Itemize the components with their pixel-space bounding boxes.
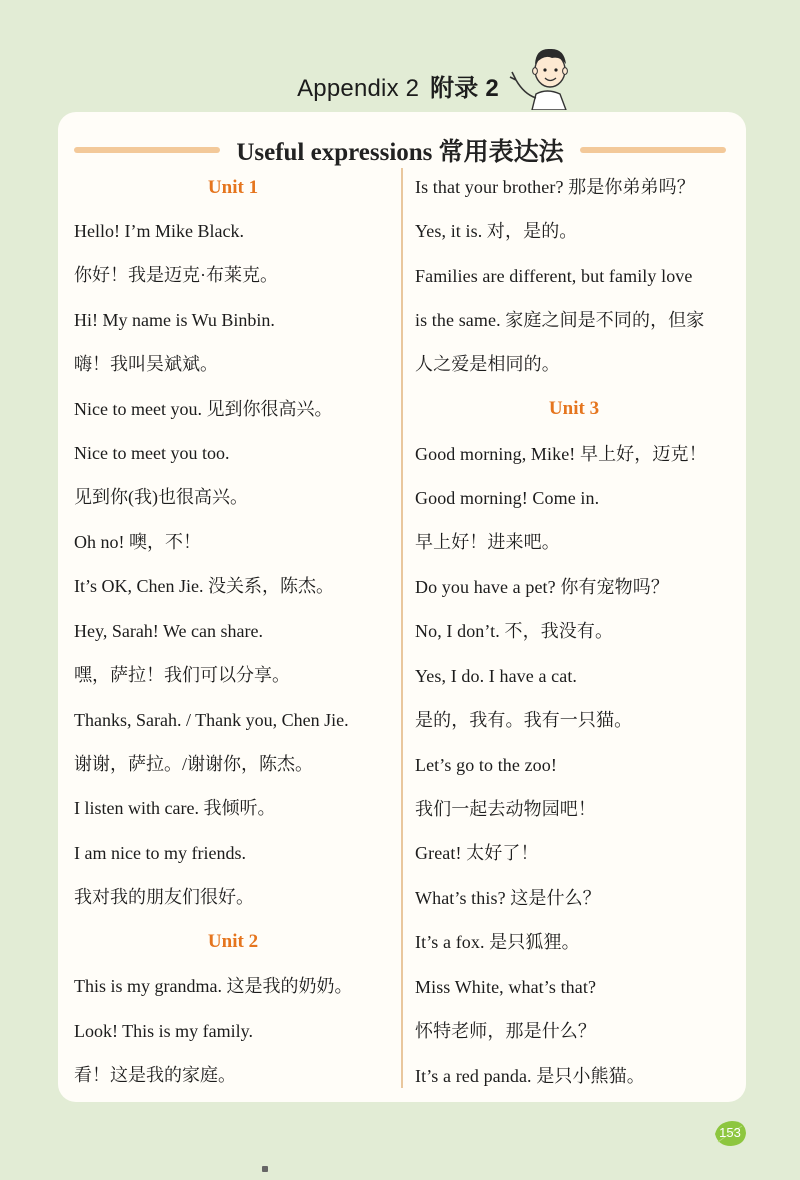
expression-line: Do you have a pet? 你有宠物吗？ (415, 577, 669, 597)
page-number-badge (712, 1118, 748, 1148)
expression-line: Good morning! Come in. (415, 488, 600, 508)
expression-line: Hi! My name is Wu Binbin. (74, 310, 275, 330)
expression-line: Yes, I do. I have a cat. (415, 666, 578, 686)
expression-line: 人之爱是相同的。 (415, 354, 560, 374)
expression-line: Let’s go to the zoo! (415, 755, 557, 775)
expression-line: It’s a fox. 是只狐狸。 (415, 932, 580, 952)
title-accent-line-right (580, 147, 726, 153)
unit-heading-1: Unit 1 (207, 177, 259, 198)
unit-heading-2: Unit 2 (207, 931, 259, 952)
expression-line: Families are different, but family love (415, 266, 693, 286)
expression-line: Oh no! 噢，不！ (74, 532, 201, 552)
expression-line: It’s a red panda. 是只小熊猫。 (415, 1066, 645, 1086)
expression-line: This is my grandma. 这是我的奶奶。 (74, 976, 353, 996)
expression-line: 看！这是我的家庭。 (74, 1065, 236, 1085)
page-number: 153 (719, 1125, 741, 1140)
expression-line: I am nice to my friends. (74, 843, 246, 863)
expression-line: 见到你(我)也很高兴。 (74, 487, 248, 507)
expression-line: 谢谢，萨拉。/谢谢你，陈杰。 (74, 754, 313, 774)
cartoon-boy-pointing-icon (506, 40, 588, 110)
appendix-header (0, 68, 800, 103)
expression-line: Great! 太好了！ (415, 843, 539, 863)
appendix-title-cn: 附录 2 (430, 75, 499, 102)
expression-line: Is that your brother? 那是你弟弟吗？ (415, 177, 695, 197)
expression-line: Look! This is my family. (74, 1021, 253, 1041)
expression-line: is the same. 家庭之间是不同的，但家 (415, 310, 705, 330)
expression-line: 我们一起去动物园吧！ (415, 799, 596, 819)
expression-line: 嘿，萨拉！我们可以分享。 (74, 665, 290, 685)
expression-line: Thanks, Sarah. / Thank you, Chen Jie. (74, 710, 349, 730)
section-title-bar (0, 132, 800, 168)
expression-line: Nice to meet you too. (74, 443, 230, 463)
expression-line: 早上好！进来吧。 (415, 532, 560, 552)
expression-line: No, I don’t. 不，我没有。 (415, 621, 614, 641)
expression-line: Yes, it is. 对，是的。 (415, 221, 578, 241)
expression-line: I listen with care. 我倾听。 (74, 798, 276, 818)
expression-line: Nice to meet you. 见到你很高兴。 (74, 399, 333, 419)
expression-line: Hello! I’m Mike Black. (74, 221, 244, 241)
expression-line: 是的，我有。我有一只猫。 (415, 710, 633, 730)
expression-line: It’s OK, Chen Jie. 没关系，陈杰。 (74, 576, 334, 596)
page-edge-mark (262, 1166, 268, 1172)
expression-line: 怀特老师，那是什么？ (415, 1021, 596, 1041)
expression-line: Good morning, Mike! 早上好，迈克！ (415, 444, 707, 464)
expression-line: 我对我的朋友们很好。 (74, 887, 254, 907)
expression-line: 嗨！我叫吴斌斌。 (74, 354, 218, 374)
expression-line: 你好！我是迈克·布莱克。 (74, 265, 278, 285)
section-title: Useful expressions 常用表达法 (236, 139, 564, 166)
column-divider (401, 168, 403, 1088)
appendix-title-en: Appendix 2 (297, 75, 420, 102)
expression-line: What’s this? 这是什么？ (415, 888, 601, 908)
expression-line: Miss White, what’s that? (415, 977, 597, 997)
title-accent-line-left (74, 147, 220, 153)
unit-heading-3: Unit 3 (548, 398, 600, 419)
expression-line: Hey, Sarah! We can share. (74, 621, 263, 641)
